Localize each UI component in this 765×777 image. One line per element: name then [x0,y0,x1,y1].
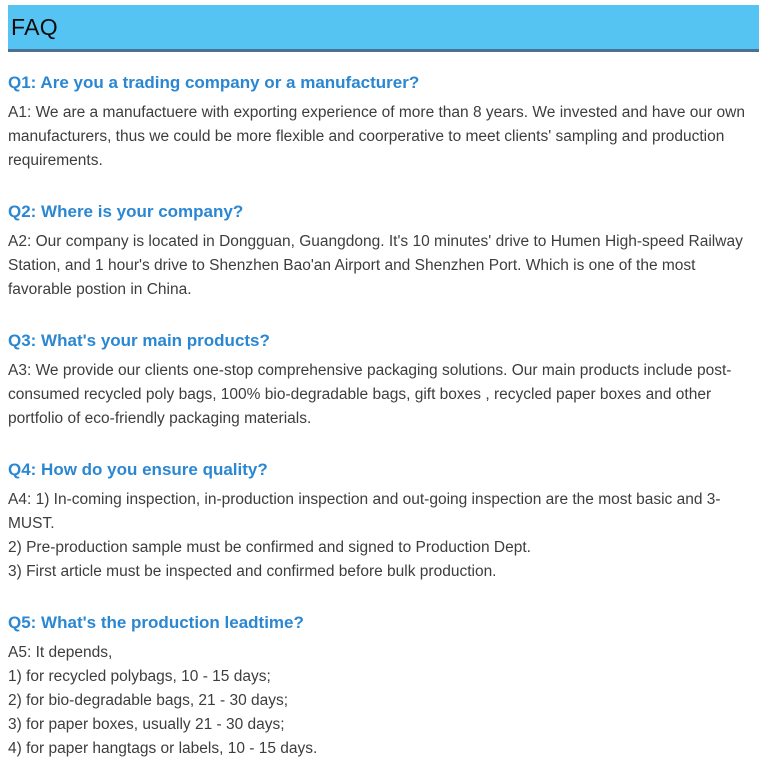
faq-answer [8,641,751,761]
faq-answer-line: A5: It depends, [8,644,113,661]
page-title: FAQ [11,13,58,40]
faq-item [8,202,751,302]
faq-answer-line: A3: We provide our clients one-stop comprehensive packaging solutions. Our main products include post-consumed recycled poly bags, 100% bio-degradable bags, gift boxes , recycled paper boxes and other portfolio of eco-friendly packaging materials. [8,362,732,427]
faq-answer [8,230,751,302]
faq-item [8,73,751,173]
faq-question: Q5: What's the production leadtime? [8,613,304,632]
faq-question: Q1: Are you a trading company or a manufacturer? [8,73,420,92]
faq-answer-line: 2) Pre-production sample must be confirmed and signed to Production Dept. [8,539,531,556]
faq-answer-line: A4: 1) In-coming inspection, in-production inspection and out-going inspection are the most basic and 3-MUST. [8,491,721,532]
faq-answer [8,359,751,431]
faq-answer-line: 2) for bio-degradable bags, 21 - 30 days; [8,692,289,709]
faq-answer-line: 3) for paper boxes, usually 21 - 30 days; [8,716,285,733]
faq-question: Q3: What's your main products? [8,331,270,350]
faq-item [8,613,751,761]
faq-answer-line: A1: We are a manufactuere with exporting experience of more than 8 years. We invested and have our own manufacturers, thus we could be more flexible and coorperative to meet clients' sampling and production requirements. [8,104,745,169]
faq-item [8,460,751,584]
faq-answer [8,101,751,173]
faq-item [8,331,751,431]
faq-header [8,5,759,52]
faq-answer-line: A2: Our company is located in Dongguan, Guangdong. It's 10 minutes' drive to Humen High-speed Railway Station, and 1 hour's drive to Shenzhen Bao'an Airport and Shenzhen Port. Which is one of the most favorable postion in China. [8,233,743,298]
faq-list [0,73,765,777]
faq-answer-line: 4) for paper hangtags or labels, 10 - 15 days. [8,740,318,757]
faq-question: Q2: Where is your company? [8,202,244,221]
faq-answer [8,488,751,584]
faq-answer-line: 1) for recycled polybags, 10 - 15 days; [8,668,271,685]
faq-answer-line: 3) First article must be inspected and confirmed before bulk production. [8,563,497,580]
faq-question: Q4: How do you ensure quality? [8,460,268,479]
